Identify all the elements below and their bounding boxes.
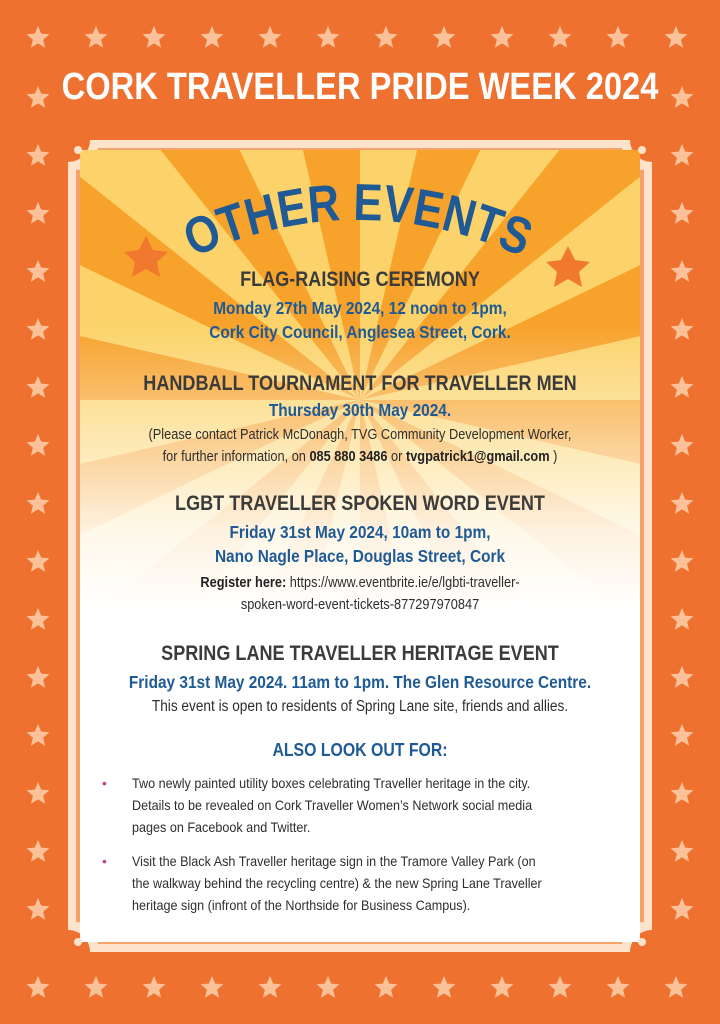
star-icon [671, 724, 694, 746]
contact-email[interactable]: tvgpatrick1@gmail.com [405, 449, 550, 465]
star-icon [27, 202, 50, 224]
star-icon [375, 976, 398, 998]
corner-dot [638, 146, 646, 154]
star-icon [671, 318, 694, 340]
star-icon [671, 608, 694, 630]
contact-phone[interactable]: 085 880 3486 [309, 449, 388, 465]
star-icon [491, 26, 514, 48]
star-icon [671, 898, 694, 920]
register-link[interactable]: https://www.eventbrite.ie/e/lgbti-traveller- [286, 575, 520, 591]
star-icon [671, 550, 694, 572]
star-icon [27, 550, 50, 572]
event-date: Friday 31st May 2024, 10am to 1pm, [229, 522, 491, 542]
star-icon [85, 976, 108, 998]
star-icon [27, 492, 50, 514]
also-heading: ALSO LOOK OUT FOR: [272, 740, 448, 760]
star-icon [27, 608, 50, 630]
star-icon [27, 666, 50, 688]
star-icon [607, 976, 630, 998]
event-spring-lane [68, 642, 652, 718]
star-icon [671, 782, 694, 804]
event-handball [68, 372, 652, 468]
corner-dot [74, 146, 82, 154]
star-icon [433, 976, 456, 998]
star-icon [27, 840, 50, 862]
star-icon [671, 260, 694, 282]
star-icon [27, 260, 50, 282]
star-icon [27, 724, 50, 746]
event-note: This event is open to residents of Spring Lane site, friends and allies. [151, 698, 569, 715]
star-icon [27, 318, 50, 340]
list-item: • Two newly painted utility boxes celebrating Traveller heritage in the city. Details to be revealed on Cork Traveller Women’s Network social media pages on Facebook and Twitter. [90, 772, 632, 838]
star-icon [143, 976, 166, 998]
event-title: LGBT TRAVELLER SPOKEN WORD EVENT [175, 492, 545, 515]
star-icon [671, 202, 694, 224]
event-note: (Please contact Patrick McDonagh, TVG Community Development Worker, [148, 427, 572, 443]
star-icon [317, 976, 340, 998]
star-icon [27, 376, 50, 398]
star-icon [27, 434, 50, 456]
star-icon [671, 86, 694, 108]
star-icon [607, 26, 630, 48]
star-icon [27, 782, 50, 804]
corner-dot [638, 938, 646, 946]
star-icon [317, 26, 340, 48]
also-list [90, 772, 632, 928]
star-icon [671, 492, 694, 514]
corner-dot [74, 938, 82, 946]
other-events-title: OTHER EVENTS [175, 173, 546, 270]
star-icon [85, 26, 108, 48]
register-label: Register here: [200, 575, 287, 591]
star-icon [665, 976, 688, 998]
event-flag-raising [68, 268, 652, 344]
events-panel [68, 140, 652, 952]
bullet-icon: • [102, 853, 107, 869]
register-line [103, 572, 617, 594]
star-icon [671, 376, 694, 398]
also-section [68, 740, 652, 761]
event-title: HANDBALL TOURNAMENT FOR TRAVELLER MEN [143, 372, 577, 395]
event-date: Monday 27th May 2024, 12 noon to 1pm, [213, 298, 507, 318]
list-item: • Visit the Black Ash Traveller heritage sign in the Tramore Valley Park (on the walkway behind the recycling centre) & the new Spring Lane Traveller heritage sign (infront of the Northside for Business Campus). [90, 850, 632, 916]
event-date: Friday 31st May 2024. 11am to 1pm. The Glen Resource Centre. [128, 672, 592, 692]
star-icon [671, 666, 694, 688]
star-icon [491, 976, 514, 998]
star-icon [375, 26, 398, 48]
star-icon [671, 434, 694, 456]
star-icon [671, 144, 694, 166]
star-icon [27, 976, 50, 998]
star-icon [259, 976, 282, 998]
star-icon [27, 144, 50, 166]
bullet-icon: • [102, 775, 107, 791]
event-title: SPRING LANE TRAVELLER HERITAGE EVENT [161, 642, 559, 665]
star-icon [259, 26, 282, 48]
event-contact: for further information, on 085 880 3486 or tvgpatrick1@gmail.com ) [162, 449, 558, 465]
star-icon [433, 26, 456, 48]
event-venue: Cork City Council, Anglesea Street, Cork. [209, 322, 511, 342]
poster-title: CORK TRAVELLER PRIDE WEEK 2024 [61, 66, 659, 108]
star-icon [27, 86, 50, 108]
star-icon [665, 26, 688, 48]
star-icon [27, 898, 50, 920]
event-title: FLAG-RAISING CEREMONY [240, 268, 480, 291]
star-icon [27, 26, 50, 48]
star-icon [549, 26, 572, 48]
register-link-cont[interactable]: spoken-word-event-tickets-877297970847 [240, 597, 480, 613]
star-icon [201, 976, 224, 998]
star-icon [671, 840, 694, 862]
star-icon [549, 976, 572, 998]
event-date: Thursday 30th May 2024. [268, 400, 452, 420]
event-spoken-word [68, 492, 652, 616]
star-icon [143, 26, 166, 48]
event-venue: Nano Nagle Place, Douglas Street, Cork [214, 546, 506, 566]
star-icon [201, 26, 224, 48]
